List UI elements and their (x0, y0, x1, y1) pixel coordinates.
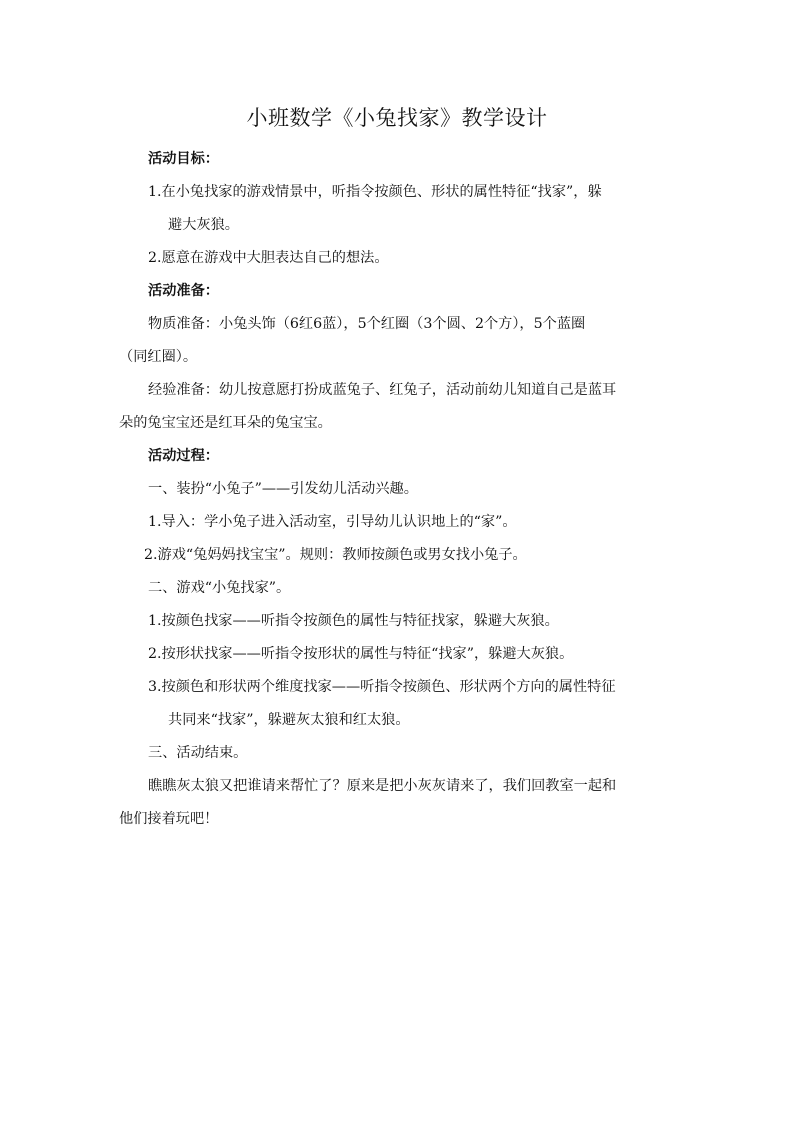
closing-line-2: 他们接着玩吧！ (119, 811, 219, 827)
document-title: 小班数学《小兔找家》教学设计 (246, 106, 548, 130)
process-part-1: 一、装扮“小兔子”——引发幼儿活动兴趣。 (148, 481, 418, 497)
goal-item-1-line-1: 1.在小兔找家的游戏情景中，听指令按颜色、形状的属性特征“找家”，躲 (148, 184, 602, 200)
material-preparation-line-2: （同红圈）。 (119, 349, 198, 365)
material-preparation-line-1: 物质准备：小兔头饰（6红6蓝），5个红圈（3个圆、2个方），5个蓝圈 (148, 316, 586, 332)
process-heading: 活动过程： (148, 448, 219, 464)
process-part-1-item-2: 2.游戏“兔妈妈找宝宝”。规则：教师按颜色或男女找小兔子。 (144, 547, 527, 563)
goal-item-2: 2.愿意在游戏中大胆表达自己的想法。 (148, 250, 389, 266)
process-part-2-item-1: 1.按颜色找家——听指令按颜色的属性与特征找家，躲避大灰狼。 (148, 613, 559, 629)
process-part-2-item-3-line-1: 3.按颜色和形状两个维度找家——听指令按颜色、形状两个方向的属性特征 (148, 679, 616, 695)
goals-heading: 活动目标： (148, 151, 219, 167)
process-part-2-item-2: 2.按形状找家——听指令按形状的属性与特征“找家”，躲避大灰狼。 (148, 646, 574, 662)
document-body (119, 143, 679, 836)
process-part-1-item-1: 1.导入：学小兔子进入活动室，引导幼儿认识地上的“家”。 (148, 514, 517, 530)
preparation-heading: 活动准备： (148, 283, 219, 299)
experience-preparation-line-2: 朵的兔宝宝还是红耳朵的兔宝宝。 (119, 415, 332, 431)
process-part-2-item-3-line-2: 共同来“找家”，躲避灰太狼和红太狼。 (168, 712, 410, 728)
process-part-3: 三、活动结束。 (148, 745, 248, 761)
process-part-2: 二、游戏“小兔找家”。 (148, 580, 291, 596)
goal-item-1-line-2: 避大灰狼。 (168, 217, 239, 233)
closing-line-1: 瞧瞧灰太狼又把谁请来帮忙了？原来是把小灰灰请来了，我们回教室一起和 (148, 778, 617, 794)
experience-preparation-line-1: 经验准备：幼儿按意愿打扮成蓝兔子、红兔子，活动前幼儿知道自己是蓝耳 (148, 382, 617, 398)
